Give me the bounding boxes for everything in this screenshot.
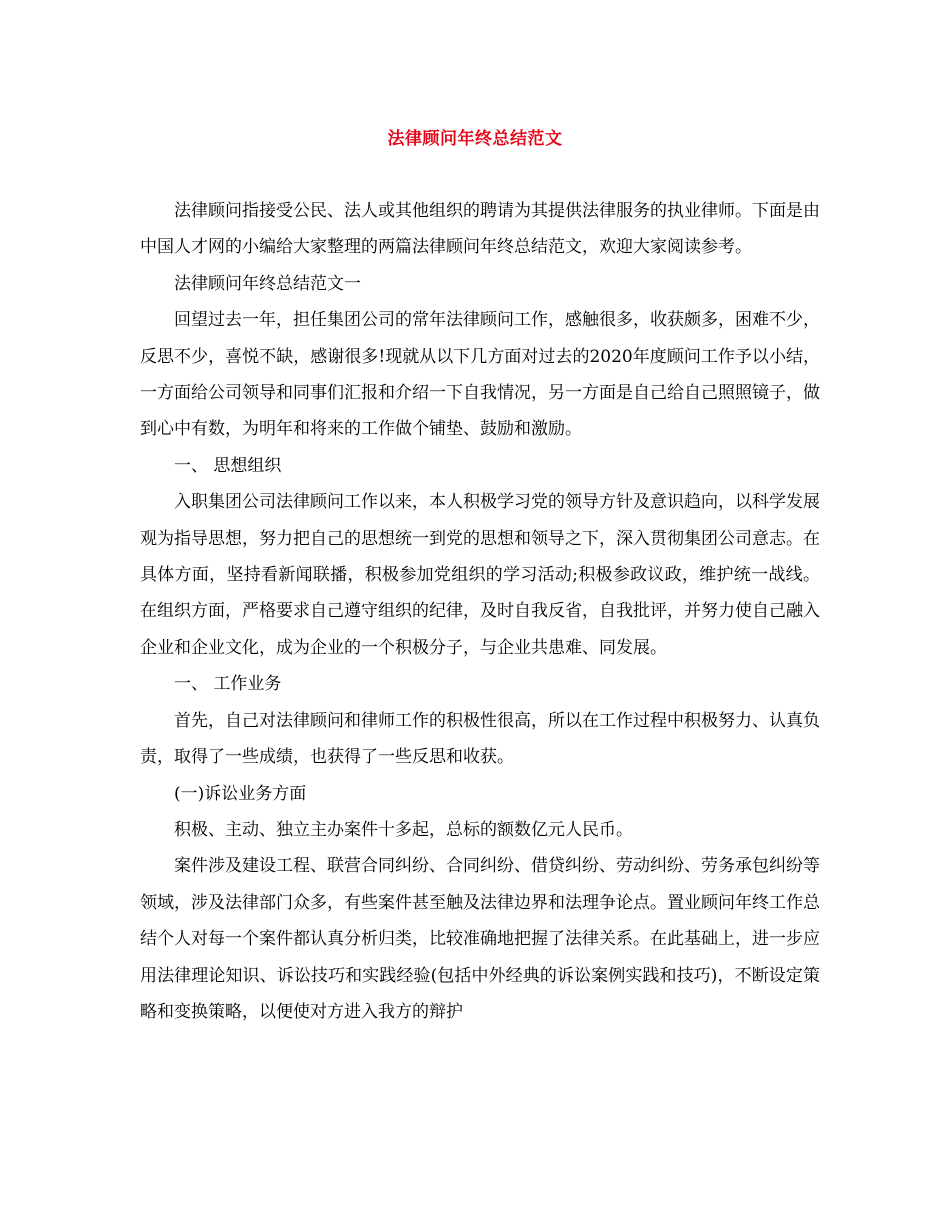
document-body <box>140 193 820 1030</box>
paragraph-subtitle-sample-one: 法律顾问年终总结范文一 <box>174 273 361 294</box>
document-title: 法律顾问年终总结范文 <box>387 129 563 149</box>
paragraph-review: 回望过去一年，担任集团公司的常年法律顾问工作，感触很多，收获颇多，困难不少，反思不少，喜悦不缺，感谢很多!现就从以下几方面对过去的2020年度顾问工作予以小结，一方面给公司领导和同事们汇报和介绍一下自我情况，另一方面是自己给自己照照镜子，做到心中有数，为明年和将来的工作做个铺垫、鼓励和激励。 <box>140 310 820 440</box>
paragraph-ideology: 入职集团公司法律顾问工作以来，本人积极学习党的领导方针及意识趋向，以科学发展观为指导思想，努力把自己的思想统一到党的思想和领导之下，深入贯彻集团公司意志。在具体方面，坚持看新闻联播，积极参加党组织的学习活动;积极参政议政，维护统一战线。在组织方面，严格要求自己遵守组织的纪律，及时自我反省，自我批评，并努力使自己融入企业和企业文化，成为企业的一个积极分子，与企业共患难、同发展。 <box>140 492 820 658</box>
paragraph-intro: 法律顾问指接受公民、法人或其他组织的聘请为其提供法律服务的执业律师。下面是由中国人才网的小编给大家整理的两篇法律顾问年终总结范文，欢迎大家阅读参考。 <box>140 201 820 258</box>
section-heading-work: 一、 工作业务 <box>174 674 282 695</box>
section-heading-ideology: 一、 思想组织 <box>174 455 282 476</box>
paragraph-cases-detail: 案件涉及建设工程、联营合同纠纷、合同纠纷、借贷纠纷、劳动纠纷、劳务承包纠纷等领域，涉及法律部门众多，有些案件甚至触及法律边界和法理争论点。置业顾问年终工作总结个人对每一个案件都认真分析归类，比较准确地把握了法律关系。在此基础上，进一步应用法律理论知识、诉讼技巧和实践经验(包括中外经典的诉讼案例实践和技巧)，不断设定策略和变换策略，以便使对方进入我方的辩护 <box>140 856 820 1022</box>
subsection-heading-litigation: (一)诉讼业务方面 <box>174 783 307 804</box>
paragraph-work: 首先，自己对法律顾问和律师工作的积极性很高，所以在工作过程中积极努力、认真负责，取得了一些成绩，也获得了一些反思和收获。 <box>140 710 820 768</box>
paragraph-cases-count: 积极、主动、独立主办案件十多起，总标的额数亿元人民币。 <box>174 819 633 840</box>
